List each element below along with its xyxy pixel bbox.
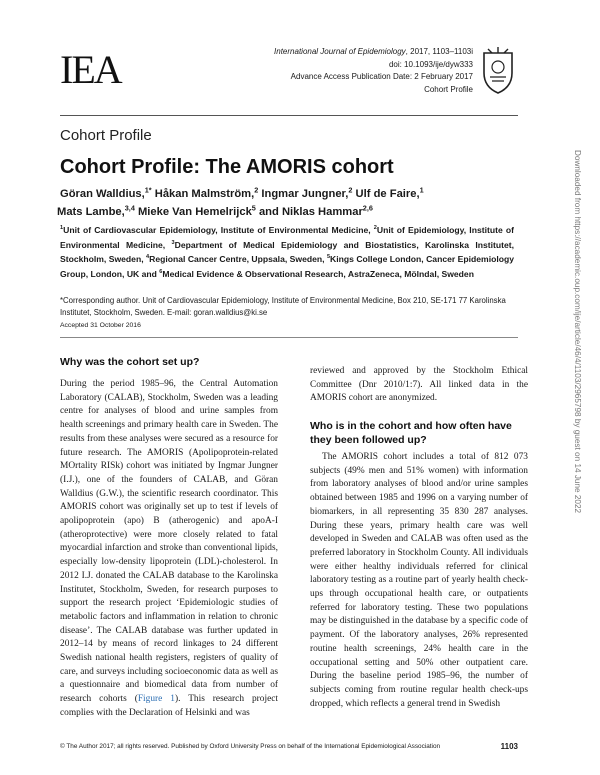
download-watermark: Downloaded from https://academic.oup.com/ije/article/46/4/1103/2965798 by guest on 14 June 2022: [573, 150, 582, 514]
iea-logo: [60, 47, 121, 92]
corresponding-author: *Corresponding author. Unit of Cardiovascular Epidemiology, Institute of Environmental Medicine, Box 210, SE-171 77 Karolinska Institutet, Stockholm, Sweden. E-mail: goran.walldius@ki.se: [60, 296, 506, 317]
article-title: Cohort Profile: The AMORIS cohort: [60, 156, 394, 178]
paragraph: The AMORIS cohort includes a total of 812 073 subjects (49% men and 51% women) with information from laboratory analyses of blood and/or urine samples obtained between 1985 and 1996 on a varying number of biomarkers, in all representing 35 830 287 analyses. During these years, primary health care was well developed in Sweden and CALAB was often used as the preferred laboratory in Stockholm County. All individuals were either healthy individuals referred for clinical laboratory testing as a routine part of yearly health check-ups through occupational health care, or outpatients referred for laboratory testing. These two populations may be distinguished in the database by a specific code of payment. Of the laboratory analyses, 26% represented routine health screenings, 24% health care in the occupational setting and 50% other outpatient care. During the baseline period 1985–96, the number of subjects coming from routine regular health check-ups dropped, which reflects a general trend in Swedish: [310, 452, 528, 709]
right-column-continuation: [310, 365, 528, 406]
affiliation: Kings College London, Cancer Epidemiology Group, London, UK and: [60, 254, 514, 279]
affiliations: $^1$Unit of Cardiovascular Epidemiology, Institute of Environmental Medicine, $^2$Unit of Epidemiology, Institute of Environmental Medicine, $^3$Department of Medical Epidemiology and Biostatistics, Karolinska Institutet, Stockholm, Sweden, $^4$Regional Cancer Centre, Uppsala, Sweden, $^5$Kings College London, Cancer Epidemiology Group, London, UK and $^6$Medical Evidence & Observational Research, AstraZeneca, Mölndal, Sweden: [60, 224, 514, 279]
paragraph: reviewed and approved by the Stockholm Ethical Committee (Dnr 2010/1:7). All linked data in the AMORIS cohort are anonymized.: [310, 366, 528, 404]
paragraph: During the period 1985–96, the Central Automation Laboratory (CALAB), Stockholm, Sweden was a leading centre for analyses of blood and urine samples from health screenings and primary health care in Sweden. The results from these analyses were secured as a resource for future research. The AMORIS (Apolipoprotein-related MOrtality RISk) cohort was initiated by Ingmar Jungner (I.J.), one of the founders of CALAB, and Göran Walldius (G.W.), the scientific research coordinator. This AMORIS cohort was originally set up to test if levels of apolipoprotein (apo) B (atherogenic) and apoA-I (atheroprotective) were more closely related to fatal myocardial infarction and stroke than conventional lipids, especially low-density lipoprotein (LDL)-cholesterol. In 2012 I.J. donated the CALAB database to the Karolinska Institutet, Stockholm, Sweden, for research purposes to support the research project ‘Epidemiologic studies of metabolic factors and inflammation in relation to chronic disease’. The CALAB database was further updated in 2012–14 by means of record linkages to 24 different Swedish national health registers, registers of quality of care, and surveys including socioeconomic data as well as a questionnaire and biomedical data from number of research cohorts (Figure 1). This research project complies with the Declaration of Helsinki and was: [60, 379, 278, 718]
page-number: 1103: [500, 742, 518, 751]
author: Göran Walldius,$^{1*}$: [60, 185, 152, 200]
journal-meta: [274, 46, 473, 96]
accepted-date: Accepted 31 October 2016: [60, 322, 141, 329]
affiliation: Regional Cancer Centre, Uppsala, Sweden,: [149, 254, 327, 265]
author: Ulf de Faire,$^1$: [352, 185, 424, 200]
author: Ingmar Jungner,$^2$: [258, 185, 353, 200]
journal-citation: , 2017, 1103–1103i: [405, 47, 473, 56]
affiliation: Unit of Cardiovascular Epidemiology, Institute of Environmental Medicine,: [63, 224, 374, 235]
author: Håkan Malmström,$^2$: [151, 185, 259, 200]
author: Mieke Van Hemelrijck$^5$: [134, 203, 256, 218]
heading-who-in-cohort: Who is in the cohort and how often have they been followed up?: [310, 420, 512, 446]
affiliation: Medical Evidence & Observational Research, AstraZeneca, Mölndal, Sweden: [162, 268, 474, 279]
section-rule: [60, 337, 518, 338]
affiliation: Unit of Epidemiology, Institute of Environmental Medicine,: [60, 224, 514, 250]
article-category: Cohort Profile: [424, 84, 473, 94]
figure-1-link[interactable]: Figure 1: [137, 694, 175, 705]
copyright-notice: © The Author 2017; all rights reserved. Published by Oxford University Press on behalf of the International Epidemiological Association: [60, 743, 441, 750]
journal-citation-line: [274, 46, 473, 59]
association-crest-icon: [478, 45, 518, 95]
section-label: Cohort Profile: [60, 127, 152, 144]
heading-why-set-up: Why was the cohort set up?: [60, 356, 200, 368]
journal-name: International Journal of Epidemiology: [274, 47, 406, 56]
left-column-body: [60, 378, 278, 721]
doi[interactable]: doi: 10.1093/ije/dyw333: [388, 59, 473, 69]
affiliation: Department of Medical Epidemiology and Biostatistics, Karolinska Institutet, Stockholm, Sweden,: [60, 239, 514, 265]
author: and Niklas Hammar$^{2,6}$: [255, 203, 373, 218]
author: Mats Lambe,$^{3,4}$: [57, 203, 135, 218]
header-rule: [60, 115, 518, 116]
logo-text: IEA: [60, 47, 121, 92]
author-list: [57, 183, 500, 219]
right-column-body: [310, 451, 528, 711]
advance-access-date: Advance Access Publication Date: 2 February 2017: [290, 72, 473, 81]
